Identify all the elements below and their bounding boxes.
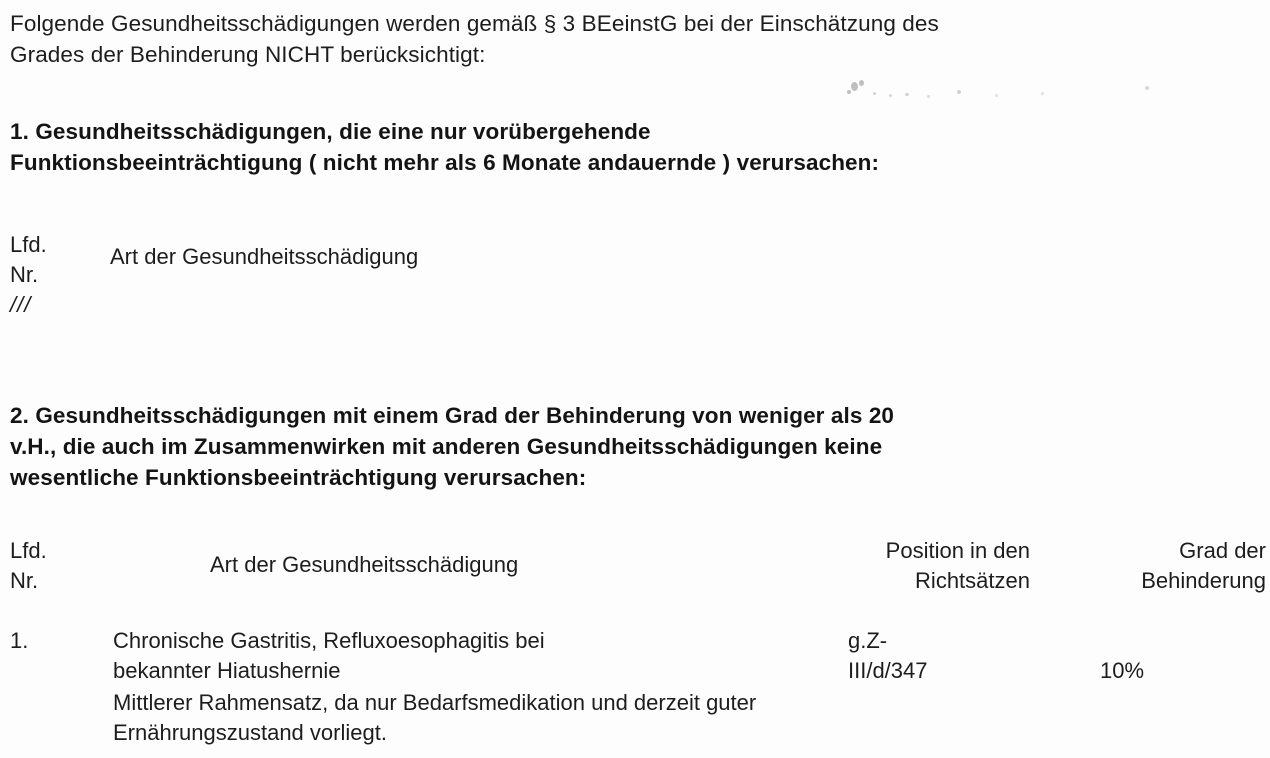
section-2-table-header-nr — [10, 536, 110, 596]
intro-line-2: Grades der Behinderung NICHT berücksichtigt: — [10, 42, 486, 67]
header-grade-line-1: Grad der — [1179, 538, 1266, 563]
header-position-line-2: Richtsätzen — [915, 568, 1030, 593]
section-2-heading-line-2: v.H., die auch im Zusammenwirken mit anderen Gesundheitsschädigungen keine — [10, 434, 883, 459]
row-note-line-1: Mittlerer Rahmensatz, da nur Bedarfsmedikation und derzeit guter — [113, 690, 757, 715]
intro-line-1: Folgende Gesundheitsschädigungen werden gemäß § 3 BEeinstG bei der Einschätzung des — [10, 11, 939, 36]
table-row: /// — [10, 292, 32, 317]
row-position-line-1: g.Z- — [848, 628, 888, 653]
section-2-heading-line-3: wesentliche Funktionsbeeinträchtigung verursachen: — [10, 465, 587, 490]
row-diagnosis-line-2: bekannter Hiatushernie — [113, 658, 341, 683]
section-1-heading-line-1: 1. Gesundheitsschädigungen, die eine nur vorübergehende — [10, 119, 651, 144]
header-grade-line-2: Behinderung — [1141, 568, 1266, 593]
row-diagnosis-line-1: Chronische Gastritis, Refluxoesophagitis bei — [113, 628, 545, 653]
header-nr-line-1: Lfd. — [10, 538, 47, 563]
section-2-table-header-position — [790, 536, 1030, 596]
intro-paragraph — [10, 8, 1250, 70]
section-2-heading — [10, 400, 1210, 493]
section-2-heading-line-1: 2. Gesundheitsschädigungen mit einem Grad der Behinderung von weniger als 20 — [10, 403, 895, 428]
row-number: 1. — [10, 628, 29, 653]
section-1-table-header-nr — [10, 230, 100, 320]
section-2-table-header-art: Art der Gesundheitsschädigung — [210, 552, 519, 577]
header-nr-line-1: Lfd. — [10, 232, 47, 257]
row-note-line-2: Ernährungszustand vorliegt. — [113, 720, 387, 745]
section-1-heading-line-2: Funktionsbeeinträchtigung ( nicht mehr als 6 Monate andauernde ) verursachen: — [10, 150, 880, 175]
section-1-table-header-art: Art der Gesundheitsschädigung — [110, 244, 419, 269]
row-note — [113, 688, 1113, 748]
row-position — [848, 626, 1048, 686]
row-grade-value: 10% — [1100, 658, 1145, 683]
row-position-line-2: III/d/347 — [848, 658, 928, 683]
section-2-table-header-grade — [1040, 536, 1266, 596]
header-nr-line-2: Nr. — [10, 262, 39, 287]
scan-smudge-artifact — [845, 80, 1175, 110]
header-position-line-1: Position in den — [885, 538, 1030, 563]
row-diagnosis — [113, 626, 773, 686]
header-nr-line-2: Nr. — [10, 568, 39, 593]
section-1-heading — [10, 116, 1190, 178]
